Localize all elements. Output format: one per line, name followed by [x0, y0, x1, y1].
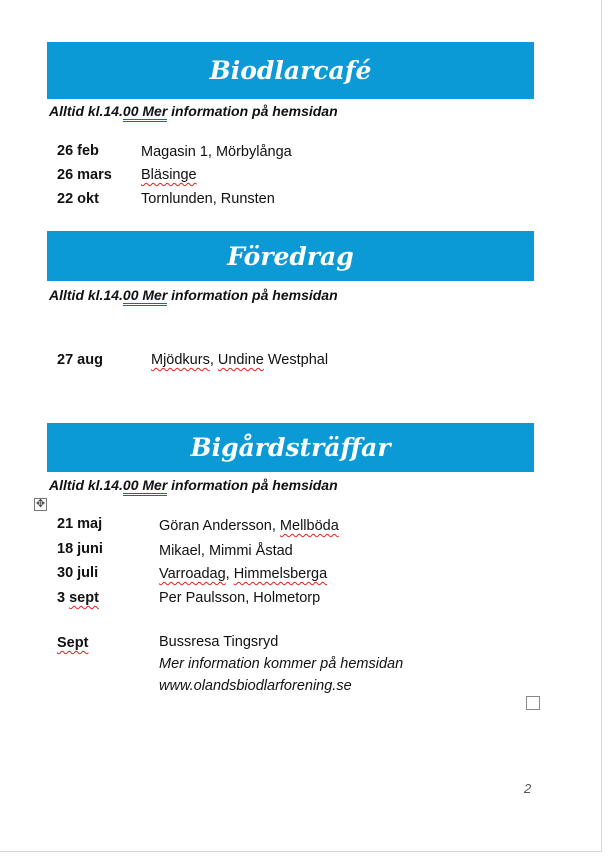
- section-title: Föredrag: [227, 241, 354, 271]
- event-date: 21 maj: [57, 516, 103, 532]
- event-place: Mjödkurs, Undine Westphal: [151, 352, 329, 368]
- event-date: Sept: [57, 635, 89, 651]
- event-place: Mikael, Mimmi Åstad: [159, 543, 293, 559]
- section-subtitle: Alltid kl.14.00 Mer information på hemsidan: [49, 103, 338, 119]
- section-banner-bigardstraffar: [47, 423, 534, 472]
- event-place: Göran Andersson, Mellböda: [159, 518, 339, 534]
- section-subtitle: Alltid kl.14.00 Mer information på hemsidan: [49, 477, 338, 493]
- event-date: 18 juni: [57, 541, 103, 557]
- section-banner-biodlarcafe: [47, 42, 534, 99]
- event-place: Magasin 1, Mörbylånga: [141, 144, 292, 160]
- event-date: 26 feb: [57, 143, 99, 159]
- event-date: 3 sept: [57, 590, 99, 606]
- info-note: Mer information kommer på hemsidan: [159, 656, 404, 672]
- section-banner-foredrag: [47, 231, 534, 281]
- event-place: Per Paulsson, Holmetorp: [159, 590, 321, 606]
- event-place: Bussresa Tingsryd: [159, 634, 279, 650]
- event-date: 26 mars: [57, 167, 112, 183]
- event-date: 30 juli: [57, 565, 99, 581]
- move-handle-icon[interactable]: ✥: [35, 498, 46, 510]
- section-title: Bigårdsträffar: [190, 433, 391, 462]
- table-resize-handle[interactable]: [526, 696, 540, 710]
- event-place: Bläsinge: [141, 167, 197, 183]
- event-place: Tornlunden, Runsten: [141, 191, 275, 207]
- event-date: 27 aug: [57, 352, 103, 368]
- event-place: Varroadag, Himmelsberga: [159, 566, 328, 582]
- section-subtitle: Alltid kl.14.00 Mer information på hemsidan: [49, 287, 338, 303]
- event-date: 22 okt: [57, 191, 99, 207]
- section-title: Biodlarcafé: [209, 56, 372, 85]
- page-number: 2: [524, 781, 532, 796]
- website-link[interactable]: www.olandsbiodlarforening.se: [159, 678, 352, 694]
